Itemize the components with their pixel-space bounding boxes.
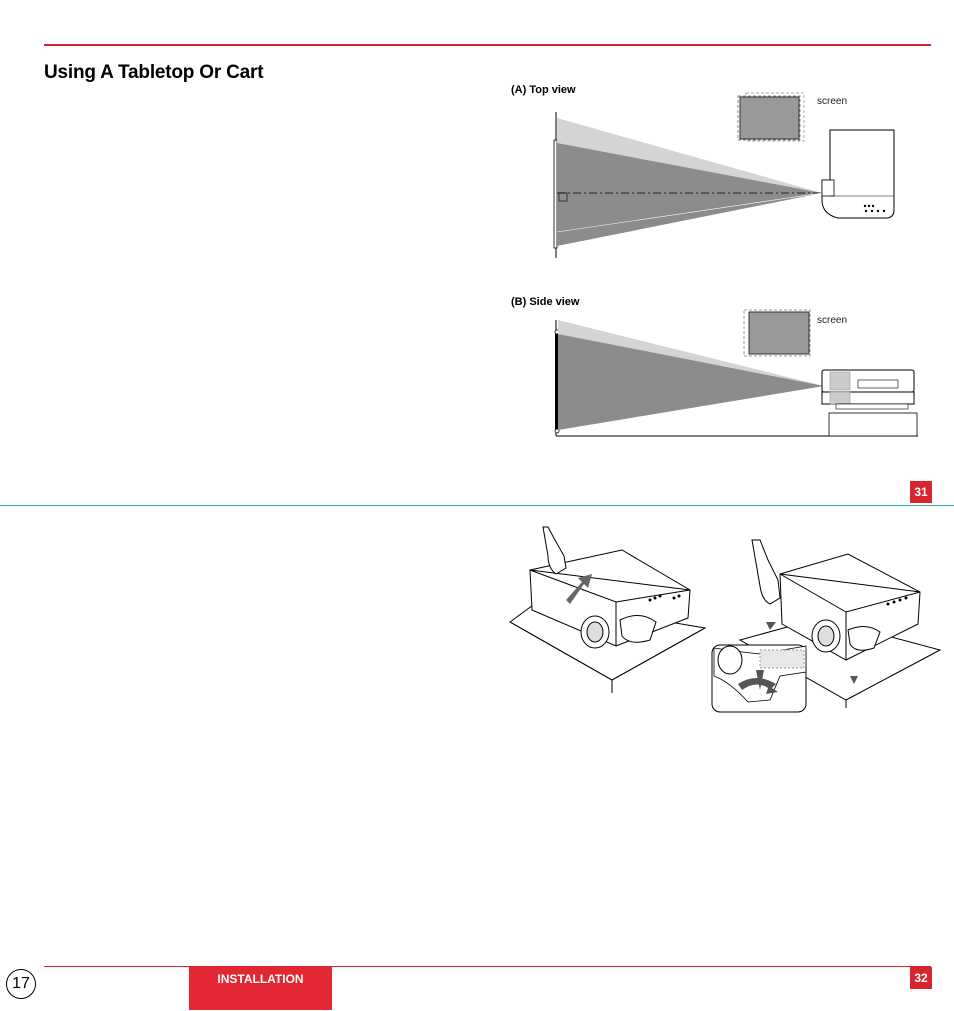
page-title: Using A Tabletop Or Cart [44, 62, 264, 83]
page-tab-32: 32 [910, 967, 932, 989]
page-tab-31: 31 [910, 481, 932, 503]
top-view-label: (A) Top view [511, 84, 576, 96]
top-view-screen-label: screen [817, 96, 848, 107]
bottom-rule [44, 966, 931, 967]
side-view-screen-label: screen [817, 315, 848, 326]
section-tab-installation: INSTALLATION [189, 967, 332, 1010]
side-view-label: (B) Side view [511, 296, 580, 308]
page-number-circle: 17 [6, 969, 36, 999]
